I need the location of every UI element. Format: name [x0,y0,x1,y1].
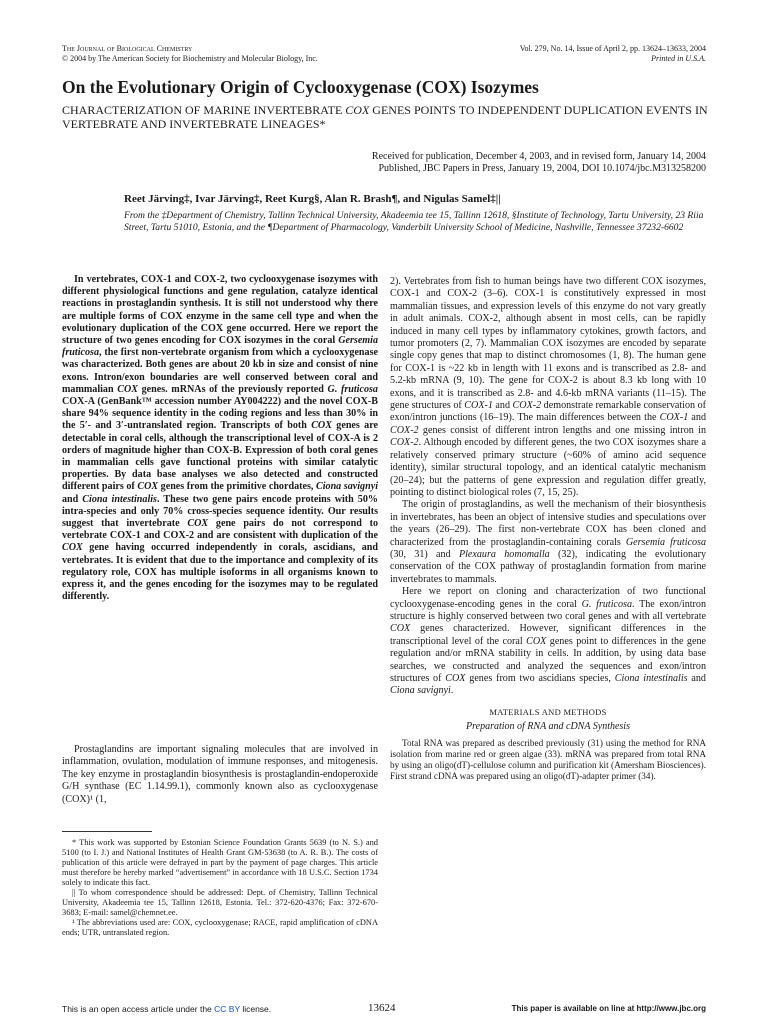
abstract-text: . These two gene pairs encode proteins with 50% intra-species and only 70% cross-species sequence identity. Our results suggest that invertebrate [62,493,378,530]
footnote-abbreviations: ¹ The abbreviations used are: COX, cyclooxygenase; RACE, rapid amplification of cDNA ends; UTR, untranslated region. [62,918,378,937]
abstract-text: COX [117,383,138,395]
body-text: Gersemia fruticosa [625,536,706,548]
subsection-heading: Preparation of RNA and cDNA Synthesis [466,721,630,733]
received-dates [146,151,706,175]
body-text: . The exon/intron structure is highly conserved between two coral genes and with all vertebrate [390,598,707,622]
subtitle-part: GENES POINTS TO INDEPENDENT DUPLICATION EVENTS IN VERTEBRATE AND INVERTEBRATE LINEAGES* [62,103,708,131]
body-text: Ciona savignyi [390,685,451,697]
body-text: 2). Vertebrates from fish to human beings have two different COX isozymes, COX-1 and COX-2 (3–6). COX-1 is constitutively expressed in most mammalian tissues, and expression levels of this enzyme do not vary greatly in adult animals. COX-2, although absent in most cells, can be rapidly induced in many cell types by inflammatory cytokines, growth factors, and tumor promoters (2, 7). Mammalian COX isozymes are encoded by separate single copy genes that map to distinct chromosomes (1, 8). The human gene for COX-1 is ~22 kb in length with 11 exons and is transcribed as 2.8- and 5.2-kb mRNA (9, 10). The gene for COX-2 is about 8.3 kb long with 10 exons, and it is transcribed as 2.8- and 4.6-kb mRNA variants (11–15). The gene structures of [390,276,706,412]
body-text: COX [390,623,411,635]
abstract-text: COX [62,542,83,554]
abstract-text: gene pairs do not correspond to vertebrate COX-1 and COX-2 and are consistent with duplication of the [62,518,378,542]
volume-line: Vol. 279, No. 14, Issue of April 2, pp. 13624–13633, 2004 [519,44,706,53]
open-access-text: This is an open access article under the [62,1004,215,1014]
intro-paragraph: Prostaglandins are important signaling molecules that are involved in inflammation, ovulation, modulation of immune responses, and mitogenesis. The key enzyme in prostaglandin biosynthesis is prostaglandin-endoperoxide G/H synthase (EC 1.14.99.1), commonly known also as cyclooxygenase (COX)¹ (1, [62,744,378,805]
open-access-text: license. [239,1004,272,1014]
author-list: Reet Järving‡, Ivar Järving‡, Reet Kurg§, Alan R. Brash¶, and Nigulas Samel‡|| [124,193,501,205]
body-text: . [450,685,454,697]
body-text: COX-2 [512,400,542,412]
abstract-text: COX-A (GenBank™ accession number AY004222) and the novel COX-B share 94% sequence identity in the coding regions and less than 30% in the 5′- and 3′-untranslated region. Transcripts of both [62,396,378,432]
abstract-text: and [62,493,83,505]
subtitle-part: CHARACTERIZATION OF MARINE INVERTEBRATE [62,103,346,117]
body-text: and [688,412,706,424]
abstract-text: genes. mRNAs of the previously reported [137,383,328,395]
body-text: genes consist of different intron lengths and one missing intron in [418,424,706,436]
abstract [62,274,378,603]
abstract-text: COX [187,518,209,530]
abstract-text: genes from the primitive chordates, [158,481,316,493]
body-paragraph [390,586,706,698]
published-line: Published, JBC Papers in Press, January 19, 2004, DOI 10.1074/jbc.M313258200 [378,163,706,174]
online-availability: This paper is available on line at http://www.jbc.org [511,1004,706,1013]
printed-line: Printed in U.S.A. [651,54,706,63]
body-paragraph [390,276,706,499]
body-text: . Although encoded by different genes, the two COX isozymes share a relatively conserved primary structure (~60% of amino acid sequence identity), similar structural topology, and an identical catalytic mechanism (20–24); but the patterns of gene expression and regulation differ greatly, pointing to distinct biological roles (7, 15, 25). [390,437,706,498]
abstract-text: Gersemia fruticosa [62,335,378,359]
body-text: genes characterized. However, significant differences in the transcriptional level of the coral [390,623,706,647]
article-subtitle [62,103,712,131]
article-title: On the Evolutionary Origin of Cyclooxygenase (COX) Isozymes [62,77,539,97]
body-text: COX [526,635,547,647]
abstract-text: genes are detectable in coral cells, although the transcriptional level of COX-A is 2 orders of magnitude higher than COX-B. Expression of both coral genes in mammalian cells gave functional proteins with similar catalytic properties. By data base analyses we also detected and constructed different pairs of [62,420,378,493]
footnote-divider [62,831,152,832]
body-text: (30, 31) and [390,548,459,560]
body-text: COX [445,673,466,684]
abstract-text: , the first non-vertebrate organism from which a cyclooxygenase was characterized. Both genes are about 20 kb in size and consist of nine exons. Intron/exon boundaries are well conserved between coral and mammalian [62,347,378,395]
abstract-text: gene having occurred independently in corals, ascidians, and vertebrates. It is evident that due to the importance and complexity of its regulatory role, COX has multiple isoforms in all organisms known to express it, and the genes encoding for the isozymes may to be regulated differently. [62,542,378,603]
body-text: COX-2 [390,437,419,449]
license-link[interactable]: CC BY [214,1004,240,1014]
body-text: and [492,400,513,412]
journal-name: The Journal of Biological Chemistry [62,44,193,53]
body-text: and [687,673,706,684]
methods-paragraph: Total RNA was prepared as described previously (31) using the method for RNA isolation from marine red or green algae (33). mRNA was prepared from total RNA by using an oligo(dT)-cellulose column and purification kit (Amersham Biosciences). First strand cDNA was prepared using an oligo(dT)-adapter primer (34). [390,737,706,781]
body-text: COX-1 [659,412,689,424]
subtitle-part: COX [345,103,370,117]
running-header-left [62,44,318,64]
abstract-text: Ciona intestinalis [82,493,157,505]
body-text: G. fruticosa [581,598,633,610]
body-text: demonstrate remarkable conservation of exon/intron junctions (16–19). The main differences between the [390,400,706,424]
abstract-text: In vertebrates, COX-1 and COX-2, two cyclooxygenase isozymes with different physiological functions and gene regulation, catalyze identical reactions in prostaglandin synthesis. It is still not understood why there are multiple forms of COX enzyme in the same cell type and when the evolutionary duplication of the COX gene occurred. Here we report the structure of two genes encoding for COX isozymes in the coral [62,274,378,347]
running-header-right [520,44,706,64]
body-text: Ciona intestinalis [614,673,688,684]
body-text: Plexaura homomalla [458,548,550,560]
body-paragraph [390,499,706,586]
body-text: genes point to differences in the gene regulation and/or mRNA stability in cells. In addition, by using data base searches, we constructed and analyzed the sequences and exon/intron structures of [390,635,706,684]
body-text: Here we report on cloning and characterization of two functional cyclooxygenase-encoding genes in the coral [390,586,706,610]
page-number: 13624 [368,1002,396,1014]
affiliations: From the ‡Department of Chemistry, Tallinn Technical University, Akadeemia tee 15, Tallinn 12618, §Institute of Technology, Tartu University, 23 Riia Street, Tartu 51010, Estonia, and the ¶Department of Pharmacology, Vanderbilt University School of Medicine, Nashville, Tennessee 37232-6602 [124,210,704,233]
body-text: The origin of prostaglandins, as well the mechanism of their biosynthesis in invertebrates, has been an object of intensive studies and speculations over the years (26–29). The first non-vertebrate COX has been cloned and characterized from the prostaglandin-containing corals [390,499,706,548]
footnotes [62,838,378,938]
right-column [390,276,706,782]
abstract-text: COX [311,420,332,432]
copyright-line: © 2004 by The American Society for Biochemistry and Molecular Biology, Inc. [62,54,318,63]
body-text: COX-2 [390,424,419,436]
abstract-text: G. fruticosa [327,383,378,395]
received-line: Received for publication, December 4, 2003, and in revised form, January 14, 2004 [371,151,706,162]
abstract-text: Ciona savignyi [315,481,378,493]
footnote-correspondence: || To whom correspondence should be addressed: Dept. of Chemistry, Tallinn Technical University, Akadeemia tee 15, Tallinn 12618, Estonia. Tel.: 372-620-4376; Fax: 372-670-3683; E-mail: samel@chemnet.ee. [62,888,378,917]
body-text: genes from two ascidians species, [465,673,615,684]
body-text: COX-1 [464,400,493,412]
abstract-text: COX [137,481,159,493]
open-access-notice [62,1004,271,1014]
section-heading: MATERIALS AND METHODS [489,706,607,717]
footnote-funding: * This work was supported by Estonian Science Foundation Grants 5639 (to N. S.) and 5100 (to I. J.) and National Institutes of Health Grant GM-53638 (to A. R. B.). The costs of publication of this article were defrayed in part by the payment of page charges. This article must therefore be hereby marked “advertisement” in accordance with 18 U.S.C. Section 1734 solely to indicate this fact. [62,838,378,887]
body-text: (32), indicating the evolutionary conservation of the COX pathway of prostaglandin formation from marine invertebrates to mammals. [390,548,706,585]
